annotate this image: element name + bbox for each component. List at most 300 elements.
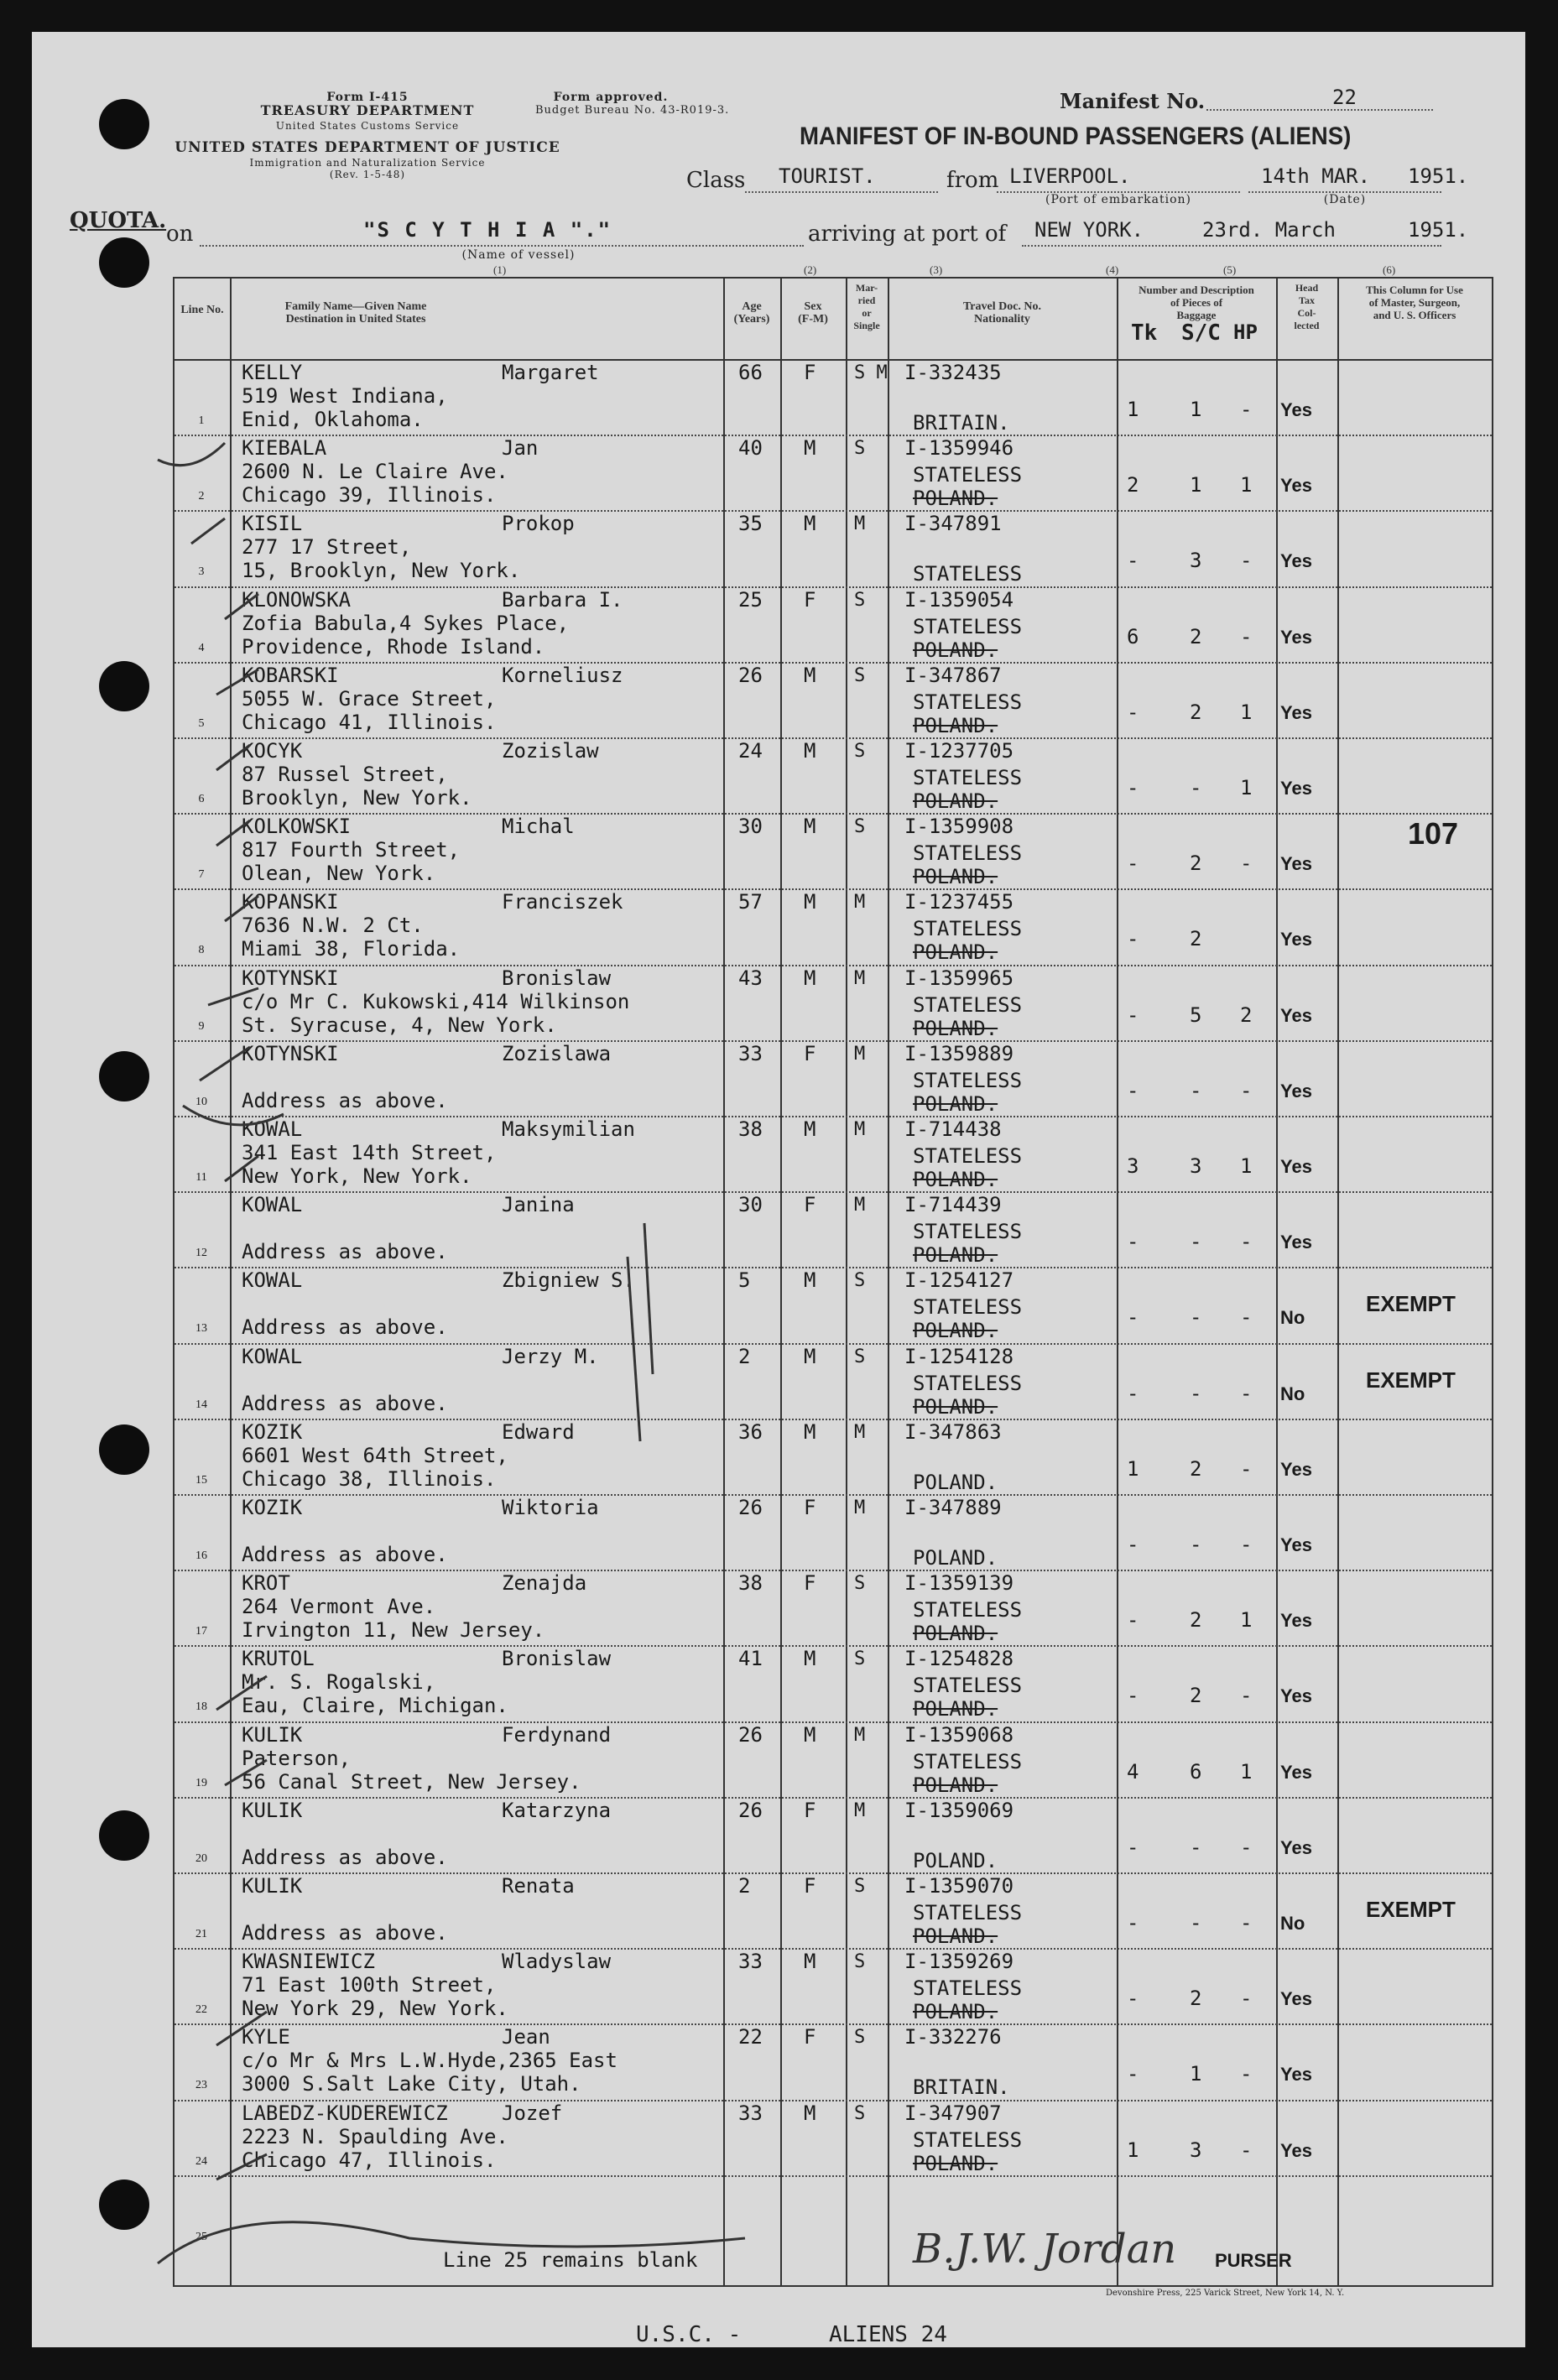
sex: F <box>804 587 816 612</box>
baggage-hp: 1 <box>1240 776 1253 799</box>
baggage-hp: - <box>1240 1987 1253 2011</box>
nationality-2: POLAND. <box>913 1924 998 1948</box>
baggage-hp: - <box>1240 1230 1253 1254</box>
col-number: (4) <box>1106 263 1119 276</box>
header-age: Age (Years) <box>733 300 770 325</box>
travel-doc: I-1359054 <box>904 587 1014 612</box>
justice-dept: UNITED STATES DEPARTMENT OF JUSTICE <box>175 139 560 156</box>
baggage-tk: - <box>1127 1305 1139 1330</box>
baggage-tk: - <box>1127 2062 1139 2086</box>
line-number: 22 <box>195 2003 207 2017</box>
travel-doc: I-1254128 <box>904 1344 1014 1368</box>
line-number: 9 <box>198 1019 205 1033</box>
marital-status: S <box>854 741 866 762</box>
printer-imprint: Devonshire Press, 225 Varick Street, New York 14, N. Y. <box>1106 2289 1345 2298</box>
line-number: 5 <box>198 716 205 730</box>
line-number: 23 <box>195 2079 207 2092</box>
travel-doc: I-1359946 <box>904 436 1014 461</box>
given-name: Maksymilian <box>502 1117 635 1141</box>
address-line-2: Address as above. <box>242 1543 448 1566</box>
header-tk: Tk <box>1131 320 1158 346</box>
address-line-1: c/o Mr & Mrs L.W.Hyde,2365 East <box>242 2049 617 2073</box>
form-number: Form I-415 <box>326 91 409 104</box>
baggage-tk: 1 <box>1127 398 1139 421</box>
nationality-1: STATELESS <box>913 1144 1023 1168</box>
line-number: 3 <box>198 565 205 579</box>
baggage-tk: - <box>1127 1987 1139 2011</box>
header-name: Family Name—Given Name Destination in United States <box>284 300 427 325</box>
given-name: Ferdynand <box>502 1722 612 1747</box>
baggage-hp: - <box>1240 398 1253 421</box>
given-name: Jozef <box>502 2101 563 2125</box>
baggage-tk: 3 <box>1127 1154 1139 1178</box>
baggage-sc: 1 <box>1190 2062 1202 2086</box>
baggage-hp: - <box>1240 1381 1253 1405</box>
age: 2 <box>738 1874 751 1898</box>
sex: M <box>804 1647 816 1671</box>
travel-doc: I-1237705 <box>904 739 1014 763</box>
col-number: (2) <box>804 263 817 276</box>
address-line-2: Miami 38, Florida. <box>242 937 461 961</box>
marital-status: M <box>854 1724 866 1746</box>
baggage-sc: - <box>1190 1305 1202 1330</box>
age: 22 <box>738 2025 763 2049</box>
family-name: KOCYK <box>242 739 303 763</box>
head-tax: Yes <box>1280 1004 1312 1026</box>
line-number: 19 <box>195 1776 207 1789</box>
manifest-title: MANIFEST OF IN-BOUND PASSENGERS (ALIENS) <box>800 122 1352 150</box>
header-baggage: Number and Description of Pieces of Baggage <box>1139 284 1254 321</box>
given-name: Wiktoria <box>502 1496 599 1519</box>
baggage-sc: - <box>1190 1533 1202 1556</box>
line-25-note: Line 25 remains blank <box>443 2248 698 2272</box>
address-line-1: 2600 N. Le Claire Ave. <box>242 460 508 484</box>
family-name: KWASNIEWICZ <box>242 1950 375 1974</box>
given-name: Renata <box>502 1874 575 1898</box>
nationality-2: POLAND. <box>913 1773 998 1797</box>
col-number: (1) <box>493 263 507 276</box>
arrival-date: 23rd. March <box>1202 218 1336 242</box>
baggage-hp: - <box>1240 624 1253 648</box>
nationality-2: POLAND. <box>913 487 998 511</box>
nationality-2: POLAND. <box>913 789 998 813</box>
travel-doc: I-332276 <box>904 2025 1002 2049</box>
line-number: 12 <box>195 1247 207 1260</box>
baggage-tk: - <box>1127 927 1139 951</box>
head-tax: Yes <box>1280 1458 1312 1480</box>
arriving-label: arriving at port of <box>808 221 1007 247</box>
baggage-tk: 6 <box>1127 624 1139 648</box>
nationality-1: STATELESS <box>913 2127 1023 2152</box>
header-officers: This Column for Use of Master, Surgeon, and U. S. Officers <box>1366 284 1463 321</box>
age: 30 <box>738 815 763 839</box>
line-number: 17 <box>195 1625 207 1638</box>
travel-doc: I-1359889 <box>904 1041 1014 1065</box>
sex: M <box>804 815 816 839</box>
sex: M <box>804 436 816 461</box>
sex: M <box>804 512 816 536</box>
baggage-hp: 1 <box>1240 473 1253 497</box>
nationality-2: POLAND. <box>913 638 998 662</box>
from-label: from <box>946 168 999 193</box>
line-number: 8 <box>198 944 205 957</box>
age: 26 <box>738 1798 763 1822</box>
nationality-1: STATELESS <box>913 1371 1023 1395</box>
nationality-1: STATELESS <box>913 1976 1023 2001</box>
line-number: 21 <box>195 1928 207 1940</box>
line-number: 15 <box>195 1473 207 1487</box>
head-tax: Yes <box>1280 1156 1312 1177</box>
address-line-2: 3000 S.Salt Lake City, Utah. <box>242 2072 581 2096</box>
baggage-hp: - <box>1240 1305 1253 1330</box>
nationality-1: STATELESS <box>913 992 1023 1017</box>
nationality-2: POLAND. <box>913 1546 998 1570</box>
nationality-1: STATELESS <box>913 1220 1023 1244</box>
travel-doc: I-1359139 <box>904 1571 1014 1596</box>
marital-status: M <box>854 1043 866 1065</box>
head-tax: No <box>1280 1307 1305 1329</box>
nationality-2: POLAND. <box>913 2000 998 2024</box>
baggage-tk: - <box>1127 1684 1139 1708</box>
nationality-1: STATELESS <box>913 1295 1023 1320</box>
header-travel-doc: Travel Doc. No. Nationality <box>962 300 1042 325</box>
marital-status: S <box>854 1951 866 1973</box>
baggage-sc: 2 <box>1190 700 1202 724</box>
line-number: 7 <box>198 868 205 882</box>
baggage-tk: 1 <box>1127 2138 1139 2162</box>
date-caption: (Date) <box>1323 193 1367 206</box>
address-line-2: Address as above. <box>242 1240 448 1264</box>
nationality-2: POLAND. <box>913 1319 998 1343</box>
travel-doc: I-1359070 <box>904 1874 1014 1898</box>
on-label: on <box>166 221 194 247</box>
nationality-2: POLAND. <box>913 1848 998 1872</box>
travel-doc: I-1359908 <box>904 815 1014 839</box>
line-number: 14 <box>195 1398 207 1411</box>
form-approved: Form approved. <box>553 91 669 104</box>
age: 26 <box>738 1496 763 1519</box>
family-name: KOZIK <box>242 1419 303 1444</box>
nationality-2: POLAND. <box>913 1091 998 1116</box>
baggage-sc: 2 <box>1190 851 1202 876</box>
given-name: Zbigniew S. <box>502 1268 635 1293</box>
marital-status: M <box>854 1799 866 1821</box>
address-line-2: Olean, New York. <box>242 862 436 886</box>
travel-doc: I-347867 <box>904 663 1002 687</box>
family-name: KROT <box>242 1571 290 1596</box>
baggage-hp: - <box>1240 2062 1253 2086</box>
given-name: Korneliusz <box>502 663 623 687</box>
marital-status: S <box>854 664 866 686</box>
aliens-page: ALIENS 24 <box>829 2322 947 2347</box>
family-name: KOWAL <box>242 1268 303 1293</box>
address-line-2: Address as above. <box>242 1315 448 1340</box>
baggage-hp: - <box>1240 1835 1253 1859</box>
nationality-2: POLAND. <box>913 713 998 737</box>
marital-status: S <box>854 2102 866 2124</box>
line-number: 1 <box>198 414 205 427</box>
address-line-1: Mr. S. Rogalski, <box>242 1670 436 1695</box>
baggage-sc: 2 <box>1190 1987 1202 2011</box>
head-tax: Yes <box>1280 853 1312 875</box>
marital-status: S <box>854 1573 866 1595</box>
travel-doc: I-347863 <box>904 1419 1002 1444</box>
usc-mark: U.S.C. - <box>636 2322 742 2347</box>
baggage-sc: 3 <box>1190 1154 1202 1178</box>
travel-doc: I-714438 <box>904 1117 1002 1141</box>
given-name: Jerzy M. <box>502 1344 599 1368</box>
baggage-sc: - <box>1190 1835 1202 1859</box>
head-tax: Yes <box>1280 1988 1312 2010</box>
baggage-sc: 5 <box>1190 1003 1202 1027</box>
travel-doc: I-332435 <box>904 361 1002 384</box>
given-name: Prokop <box>502 512 575 536</box>
handwritten-checkmarks <box>32 32 1525 2347</box>
head-tax: Yes <box>1280 1232 1312 1253</box>
head-tax: Yes <box>1280 929 1312 950</box>
head-tax: Yes <box>1280 778 1312 799</box>
given-name: Michal <box>502 815 575 839</box>
age: 36 <box>738 1419 763 1444</box>
baggage-tk: - <box>1127 700 1139 724</box>
baggage-hp: - <box>1240 1456 1253 1481</box>
marital-status: S <box>854 1346 866 1367</box>
baggage-hp: - <box>1240 851 1253 876</box>
family-name: KOPANSKI <box>242 890 339 914</box>
quota-label: QUOTA. <box>70 208 167 233</box>
immigration-service: Immigration and Naturalization Service <box>249 157 486 169</box>
address-line-2: Brooklyn, New York. <box>242 786 472 810</box>
address-line-2: Providence, Rhode Island. <box>242 634 545 659</box>
sex: F <box>804 1798 816 1822</box>
family-name: KOBARSKI <box>242 663 339 687</box>
manifest-label: Manifest No. <box>1060 89 1206 113</box>
nationality-1: STATELESS <box>913 917 1023 941</box>
port-caption: (Port of embarkation) <box>1045 193 1191 206</box>
marital-status: S <box>854 1270 866 1292</box>
age: 26 <box>738 1722 763 1747</box>
line-number: 4 <box>198 641 205 654</box>
address-line-1: 6601 West 64th Street, <box>242 1443 508 1467</box>
embark-date: 14th MAR. <box>1261 164 1371 188</box>
age: 2 <box>738 1344 751 1368</box>
baggage-sc: 6 <box>1190 1759 1202 1784</box>
baggage-tk: 1 <box>1127 1456 1139 1481</box>
baggage-hp: 1 <box>1240 1154 1253 1178</box>
line-number: 2 <box>198 490 205 503</box>
line-number: 10 <box>195 1095 207 1108</box>
family-name: KIEBALA <box>242 436 327 461</box>
line-number: 16 <box>195 1549 207 1562</box>
sex: F <box>804 1496 816 1519</box>
baggage-hp: - <box>1240 1078 1253 1102</box>
marital-status: M <box>854 1497 866 1518</box>
nationality-2: POLAND. <box>913 865 998 889</box>
family-name: KOTYNSKI <box>242 966 339 990</box>
baggage-tk: - <box>1127 1835 1139 1859</box>
age: 33 <box>738 2101 763 2125</box>
travel-doc: I-1359965 <box>904 966 1014 990</box>
sex: M <box>804 739 816 763</box>
marital-status: M <box>854 1119 866 1140</box>
baggage-tk: - <box>1127 1533 1139 1556</box>
nationality-1: STATELESS <box>913 614 1023 638</box>
age: 25 <box>738 587 763 612</box>
address-line-2: Chicago 47, Illinois. <box>242 2148 497 2172</box>
nationality-2: POLAND. <box>913 2151 998 2175</box>
nationality-2: POLAND. <box>913 1470 998 1494</box>
age: 41 <box>738 1647 763 1671</box>
sex: M <box>804 2101 816 2125</box>
customs-service: United States Customs Service <box>275 120 460 132</box>
baggage-sc: 2 <box>1190 1608 1202 1633</box>
marital-status: M <box>854 1421 866 1443</box>
line-number: 24 <box>195 2154 207 2168</box>
nationality-1: STATELESS <box>913 1901 1023 1924</box>
nationality-2: POLAND. <box>913 1394 998 1419</box>
address-line-2: Address as above. <box>242 1921 448 1945</box>
age: 5 <box>738 1268 751 1293</box>
marital-status: S M <box>854 362 888 383</box>
marital-status: S <box>854 1876 866 1897</box>
head-tax: Yes <box>1280 1534 1312 1555</box>
family-name: KYLE <box>242 2025 290 2049</box>
given-name: Franciszek <box>502 890 623 914</box>
address-line-2: Eau, Claire, Michigan. <box>242 1694 508 1718</box>
head-tax: Yes <box>1280 2064 1312 2086</box>
nationality-2: BRITAIN. <box>913 2075 1010 2100</box>
nationality-1: STATELESS <box>913 841 1023 866</box>
sex: M <box>804 1344 816 1368</box>
head-tax: Yes <box>1280 1761 1312 1783</box>
header-married: Mar- ried or Single <box>853 282 880 331</box>
given-name: Barbara I. <box>502 587 623 612</box>
sex: M <box>804 1419 816 1444</box>
address-line-1: Zofia Babula,4 Sykes Place, <box>242 611 570 635</box>
baggage-tk: - <box>1127 1230 1139 1254</box>
purser-signature: B.J.W. Jordan <box>913 2226 1177 2273</box>
baggage-tk: - <box>1127 776 1139 799</box>
family-name: KRUTOL <box>242 1647 315 1671</box>
address-line-2: Address as above. <box>242 1391 448 1415</box>
given-name: Katarzyna <box>502 1798 612 1822</box>
given-name: Jean <box>502 2025 550 2049</box>
baggage-sc: 2 <box>1190 927 1202 951</box>
age: 40 <box>738 436 763 461</box>
address-line-1: 519 West Indiana, <box>242 384 448 408</box>
class-value: TOURIST. <box>779 164 876 188</box>
sex: M <box>804 1950 816 1974</box>
head-tax: Yes <box>1280 701 1312 723</box>
nationality-1: STATELESS <box>913 1068 1023 1092</box>
baggage-tk: - <box>1127 549 1139 573</box>
head-tax: No <box>1280 1913 1305 1934</box>
family-name: KOLKOWSKI <box>242 815 352 839</box>
given-name: Wladyslaw <box>502 1950 612 1974</box>
travel-doc: I-714439 <box>904 1193 1002 1217</box>
address-line-2: St. Syracuse, 4, New York. <box>242 1013 557 1037</box>
officer-note: EXEMPT <box>1366 1367 1456 1393</box>
address-line-1: 277 17 Street, <box>242 535 412 560</box>
nationality-1: STATELESS <box>913 1598 1023 1622</box>
nationality-1: STATELESS <box>913 1749 1023 1773</box>
header-sc: S/C <box>1181 320 1221 346</box>
treasury-dept: TREASURY DEPARTMENT <box>260 102 475 118</box>
address-line-2: New York, New York. <box>242 1164 472 1188</box>
given-name: Jan <box>502 436 539 461</box>
baggage-hp: 1 <box>1240 700 1253 724</box>
baggage-tk: - <box>1127 1911 1139 1935</box>
age: 35 <box>738 512 763 536</box>
family-name: KOWAL <box>242 1344 303 1368</box>
family-name: LABEDZ-KUDEREWICZ <box>242 2101 448 2125</box>
baggage-sc: - <box>1190 1078 1202 1102</box>
address-line-1: 2223 N. Spaulding Ave. <box>242 2124 508 2148</box>
line-number: 18 <box>195 1700 207 1714</box>
baggage-hp: 1 <box>1240 1608 1253 1633</box>
head-tax: Yes <box>1280 475 1312 497</box>
age: 24 <box>738 739 763 763</box>
address-line-2: Address as above. <box>242 1845 448 1869</box>
baggage-tk: - <box>1127 1078 1139 1102</box>
embark-year: 1951. <box>1408 164 1469 188</box>
baggage-sc: - <box>1190 1911 1202 1935</box>
marital-status: M <box>854 513 866 535</box>
vessel-caption: (Name of vessel) <box>461 248 576 262</box>
line-number: 25 <box>195 2230 207 2243</box>
baggage-hp: - <box>1240 1684 1253 1708</box>
marital-status: S <box>854 816 866 838</box>
baggage-sc: 2 <box>1190 1684 1202 1708</box>
line-number: 11 <box>195 1171 207 1184</box>
family-name: KOZIK <box>242 1496 303 1519</box>
travel-doc: I-347907 <box>904 2101 1002 2125</box>
age: 38 <box>738 1117 763 1141</box>
baggage-tk: 4 <box>1127 1759 1139 1784</box>
head-tax: Yes <box>1280 550 1312 572</box>
marital-status: M <box>854 967 866 989</box>
age: 38 <box>738 1571 763 1596</box>
travel-doc: I-347891 <box>904 512 1002 536</box>
nationality-1: STATELESS <box>913 690 1023 714</box>
given-name: Zozislawa <box>502 1041 612 1065</box>
marital-status: S <box>854 2027 866 2049</box>
sex: F <box>804 1874 816 1898</box>
baggage-sc: - <box>1190 776 1202 799</box>
given-name: Margaret <box>502 361 599 384</box>
head-tax: No <box>1280 1383 1305 1404</box>
nationality-2: POLAND. <box>913 1622 998 1646</box>
address-line-2: Enid, Oklahoma. <box>242 408 424 431</box>
head-tax: Yes <box>1280 1685 1312 1707</box>
sex: M <box>804 966 816 990</box>
marital-status: S <box>854 1648 866 1670</box>
travel-doc: I-1237455 <box>904 890 1014 914</box>
travel-doc: I-1254828 <box>904 1647 1014 1671</box>
travel-doc: I-1359269 <box>904 1950 1014 1974</box>
baggage-tk: - <box>1127 1381 1139 1405</box>
line-number: 20 <box>195 1851 207 1865</box>
baggage-hp: - <box>1240 549 1253 573</box>
address-line-2: Address as above. <box>242 1088 448 1112</box>
family-name: KOTYNSKI <box>242 1041 339 1065</box>
age: 43 <box>738 966 763 990</box>
address-line-2: Chicago 39, Illinois. <box>242 483 497 508</box>
address-line-2: 15, Brooklyn, New York. <box>242 559 521 583</box>
given-name: Zenajda <box>502 1571 587 1596</box>
budget-bureau: Budget Bureau No. 43-R019-3. <box>535 104 730 117</box>
baggage-sc: 2 <box>1190 624 1202 648</box>
